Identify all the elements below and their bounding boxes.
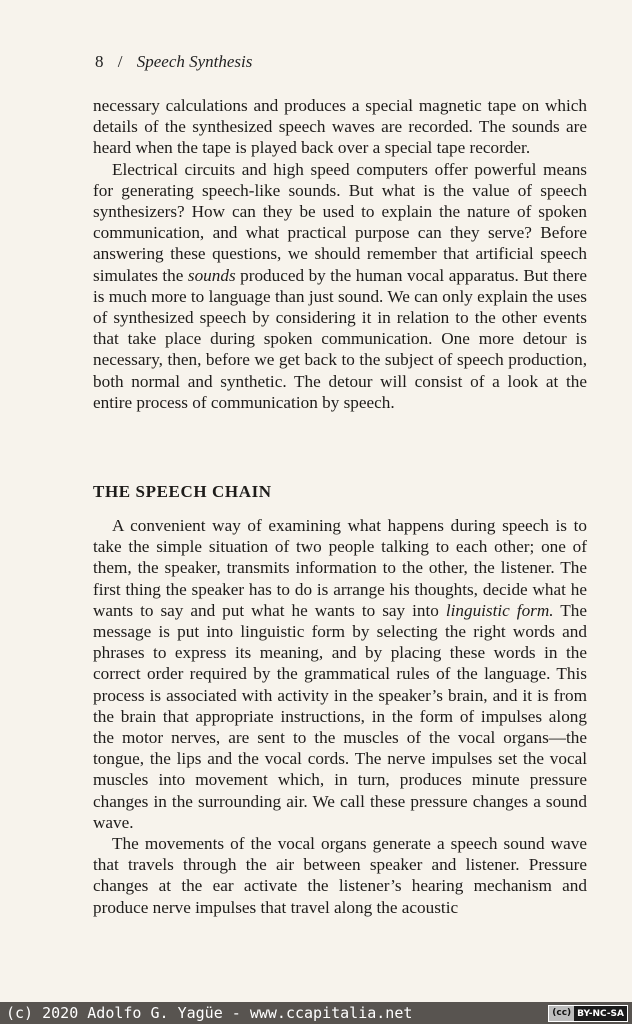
italic-term: sounds xyxy=(187,265,236,285)
header-separator: / xyxy=(117,52,123,71)
italic-term: linguistic form. xyxy=(445,600,554,620)
paragraph: necessary calculations and produces a special magnetic tape on which details of the synthesized speech waves are recorded. The sounds are heard when the tape is played back over a special tape recorder. xyxy=(93,96,587,158)
text-run: Electrical circuits and high speed computers offer powerful means for generating speech-like sounds. But what is the value of speech synthesizers? How can they be used to explain the nature of spoken communication, and what practical purpose can they serve? Before answering these questions, we should remember that artificial speech simulates the xyxy=(93,159,587,285)
section-intro-text xyxy=(93,95,587,413)
paragraph: The movements of the vocal organs generate a speech sound wave that travels through the air between speaker and listener. Pressure changes at the ear activate the listener’s hearing mechanism and produce nerve impulses that travel along the acoustic xyxy=(93,834,587,917)
cc-icon: (cc) xyxy=(549,1006,574,1021)
paragraph xyxy=(93,159,587,413)
paragraph xyxy=(93,515,587,833)
running-header xyxy=(95,52,252,72)
section-heading: THE SPEECH CHAIN xyxy=(93,482,272,501)
page-number: 8 xyxy=(95,52,104,71)
license-label: BY-NC-SA xyxy=(577,1008,624,1019)
copyright-credit: (c) 2020 Adolfo G. Yagüe - www.ccapitalia.net xyxy=(6,1004,413,1022)
creative-commons-badge[interactable] xyxy=(548,1005,628,1022)
running-title: Speech Synthesis xyxy=(136,52,253,71)
text-run: The message is put into linguistic form by selecting the right words and phrases to express its meaning, and by placing these words in the correct order required by the grammatical rules of the language. This process is associated with activity in the speaker’s brain, and it is from the brain that appropriate instructions, in the form of impulses along the motor nerves, are sent to the muscles of the vocal organs—the tongue, the lips and the vocal cords. The nerve impulses set the vocal muscles into movement which, in turn, produces minute pressure changes in the surrounding air. We call these pressure changes a sound wave. xyxy=(93,600,587,832)
copyright-footer xyxy=(0,1002,632,1024)
text-run: produced by the human vocal apparatus. But there is much more to language than just sound. We can only explain the uses of synthesized speech by considering it in relation to the other events that take place during spoken communication. One more detour is necessary, then, before we get back to the subject of speech production, both normal and synthetic. The detour will consist of a look at the entire process of communication by speech. xyxy=(93,265,587,412)
text-run: A convenient way of examining what happens during speech is to take the simple situation of two people talking to each other; one of them, the speaker, transmits information to the other, the listener. The first thing the speaker has to do is arrange his thoughts, decide what he wants to say and put what he wants to say into xyxy=(93,516,587,620)
section-speech-chain-text xyxy=(93,515,587,918)
